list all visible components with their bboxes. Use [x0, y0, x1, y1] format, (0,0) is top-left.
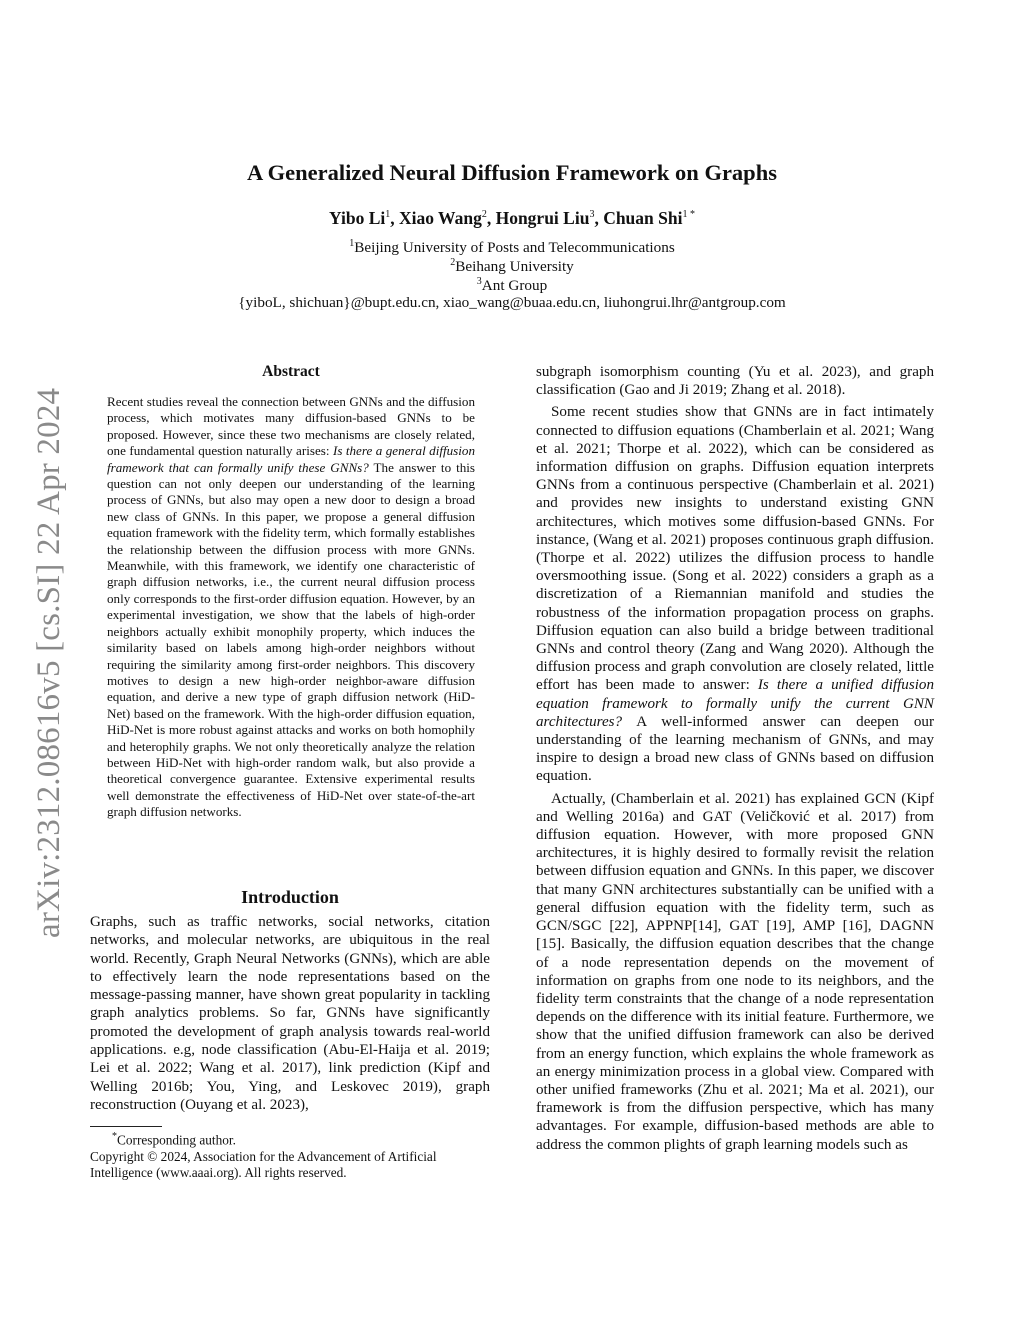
paragraph-text: A well-informed answer can deepen our understanding of the learning mechanism of GNNs, and may inspire to design a broad new class of GNNs based on diffusion equation. — [536, 713, 934, 785]
affiliation — [0, 257, 1024, 276]
footnote-corresponding-text: Corresponding author. — [117, 1132, 236, 1148]
author-list: Yibo Li$^1$, Xiao Wang$^2$, Hongrui Liu$^3$, Chuan Shi$^{1 *}$ — [329, 208, 695, 228]
abstract-body — [107, 394, 475, 821]
research-question: Is there a unified diffusion equation framework to formally unify the current GNN architectures? — [536, 677, 934, 730]
introduction-paragraph: Graphs, such as traffic networks, social networks, citation networks, and molecular networks, are ubiquitous in the real world. Recently, Graph Neural Networks (GNNs), which are able to effectively learn the node representations based on the message-passing manner, have shown great popularity in tackling graph analytics problems. So far, GNNs have significantly promoted the development of graph analysis towards real-world applications. e.g, node classification (Abu-El-Haija et al. 2019; Lei et al. 2022; Wang et al. 2017), link prediction (Kipf and Welling 2016b; You, Ying, and Leskovec 2019), graph reconstruction (Ouyang et al. 2023), — [90, 914, 490, 1113]
paragraph: Actually, (Chamberlain et al. 2021) has explained GCN (Kipf and Welling 2016a) and GAT (Veličković et al. 2017) from diffusion equation. However, with more proposed GNN architectures, it is highly desired to formally revisit the relation between diffusion equation and GNNs. In this paper, we discover that many GNN architectures substantially can be unified with a general diffusion equation with the fidelity term, such as GCN/SGC [22], APPNP[14], GAT [19], AMP [16], DAGNN [15]. Basically, the diffusion equation describes that the change of a node representation depends on the movement of information on graphs from one node to its neighbors, and the fidelity term constraints that the change of a node representation depends on the difference with its initial feature. Furthermore, we show that the unified diffusion framework can also be derived from an energy function, which explains the whole framework as an energy minimization process in a global view. Compared with other unified frameworks (Zhu et al. 2021; Ma et al. 2021), our framework is from the diffusion perspective, which has many advantages. For example, diffusion-based methods are able to address the common plights of graph learning models such as — [536, 790, 934, 1153]
author-name: Chuan Shi — [603, 208, 683, 228]
footnote-mark: * — [112, 1131, 117, 1142]
footnote — [90, 1129, 495, 1181]
author-name: Xiao Wang — [399, 208, 482, 228]
affiliation — [0, 276, 1024, 295]
abstract-heading: Abstract — [262, 363, 320, 380]
author-name: Yibo Li — [329, 208, 386, 228]
abstract-text: Recent studies reveal the connection between GNNs and the diffusion process, which motivates many diffusion-based GNNs to be proposed. However, since these two mechanisms are closely related, one fundamental question naturally arises: — [107, 394, 475, 459]
author-name: Hongrui Liu — [495, 208, 590, 228]
paragraph — [536, 403, 934, 785]
affiliation-name: Beihang University — [455, 258, 574, 276]
paragraph-text: Some recent studies show that GNNs are in fact intimately connected to diffusion equations (Chamberlain et al. 2021; Wang et al. 2021; Thorpe et al. 2022), which can be considered as information diffusion on graphs. Diffusion equation interprets GNNs from a continuous perspective (Chamberlain et al. 2021) and provides new insights to understand existing GNN architectures, which motives some diffusion-based GNNs. For instance, (Wang et al. 2021) proposes continuous graph diffusion. (Thorpe et al. 2022) utilizes the diffusion process to handle oversmoothing issue. (Song et al. 2022) considers a graph as a discretization of a Riemannian manifold and studies the robustness of the information propagation process on graphs. Diffusion equation can also build a bridge between traditional GNNs and control theory (Zang and Wang 2020). Although the diffusion process and graph convolution are closely related, little effort has been made to answer: — [536, 404, 934, 694]
author-emails: {yiboL, shichuan}@bupt.edu.cn, xiao_wang@buaa.edu.cn, liuhongrui.lhr@antgroup.com — [238, 294, 786, 311]
footnote-copyright: Copyright © 2024, Association for the Advancement of Artificial Intelligence (www.aaai.org). All rights reserved. — [90, 1148, 437, 1180]
abstract-text: The answer to this question can not only deepen our understanding of the learning process of GNNs, but also may open a new door to design a broad new class of GNNs. In this paper, we propose a general diffusion equation framework with the fidelity term, which formally establishes the relationship between the diffusion process with more GNNs. Meanwhile, with this framework, we identify one characteristic of graph diffusion networks, i.e., the current neural diffusion process only corresponds to the first-order diffusion equation. However, by an experimental investigation, we show that the labels of high-order neighbors actually exhibit monophily property, which induces the similarity based on labels among high-order neighbors without requiring the similarity among first-order neighbors. This discovery motives to design a new high-order neighbor-aware diffusion equation, and derive a new type of graph diffusion network (HiD-Net) based on the framework. With the high-order diffusion equation, HiD-Net is more robust against attacks and works on both homophily and heterophily graphs. We not only theoretically analyze the relation between HiD-Net with high-order random walk, but also provide a theoretical convergence guarantee. Extensive experimental results well demonstrate the effectiveness of HiD-Net over state-of-the-art graph diffusion networks. — [107, 459, 475, 820]
affiliation-mark: 2 — [450, 257, 456, 268]
affiliation-mark: 1 — [349, 238, 355, 249]
affiliation-mark: 3 — [476, 276, 482, 287]
affiliation — [0, 238, 1024, 257]
author-affil-mark: 1 — [385, 209, 391, 221]
paragraph: subgraph isomorphism counting (Yu et al. 2023), and graph classification (Gao and Ji 2019; Zhang et al. 2018). — [536, 364, 934, 399]
right-column — [536, 363, 934, 1154]
footnote-corresponding — [90, 1129, 495, 1149]
arxiv-stamp: arXiv:2312.08616v5 [cs.SI] 22 Apr 2024 — [31, 387, 67, 938]
affiliation-name: Beijing University of Posts and Telecommunications — [354, 239, 675, 257]
footnote-divider — [90, 1126, 162, 1127]
paper-title: A Generalized Neural Diffusion Framework on Graphs — [247, 160, 777, 185]
abstract-question: Is there a general diffusion framework that can formally unify these GNNs? — [107, 443, 475, 475]
introduction-heading: Introduction — [241, 887, 339, 907]
affiliation-name: Ant Group — [481, 277, 548, 295]
author-affil-mark: 1 * — [682, 209, 695, 221]
author-affil-mark: 2 — [481, 209, 487, 221]
author-affil-mark: 3 — [589, 209, 595, 221]
